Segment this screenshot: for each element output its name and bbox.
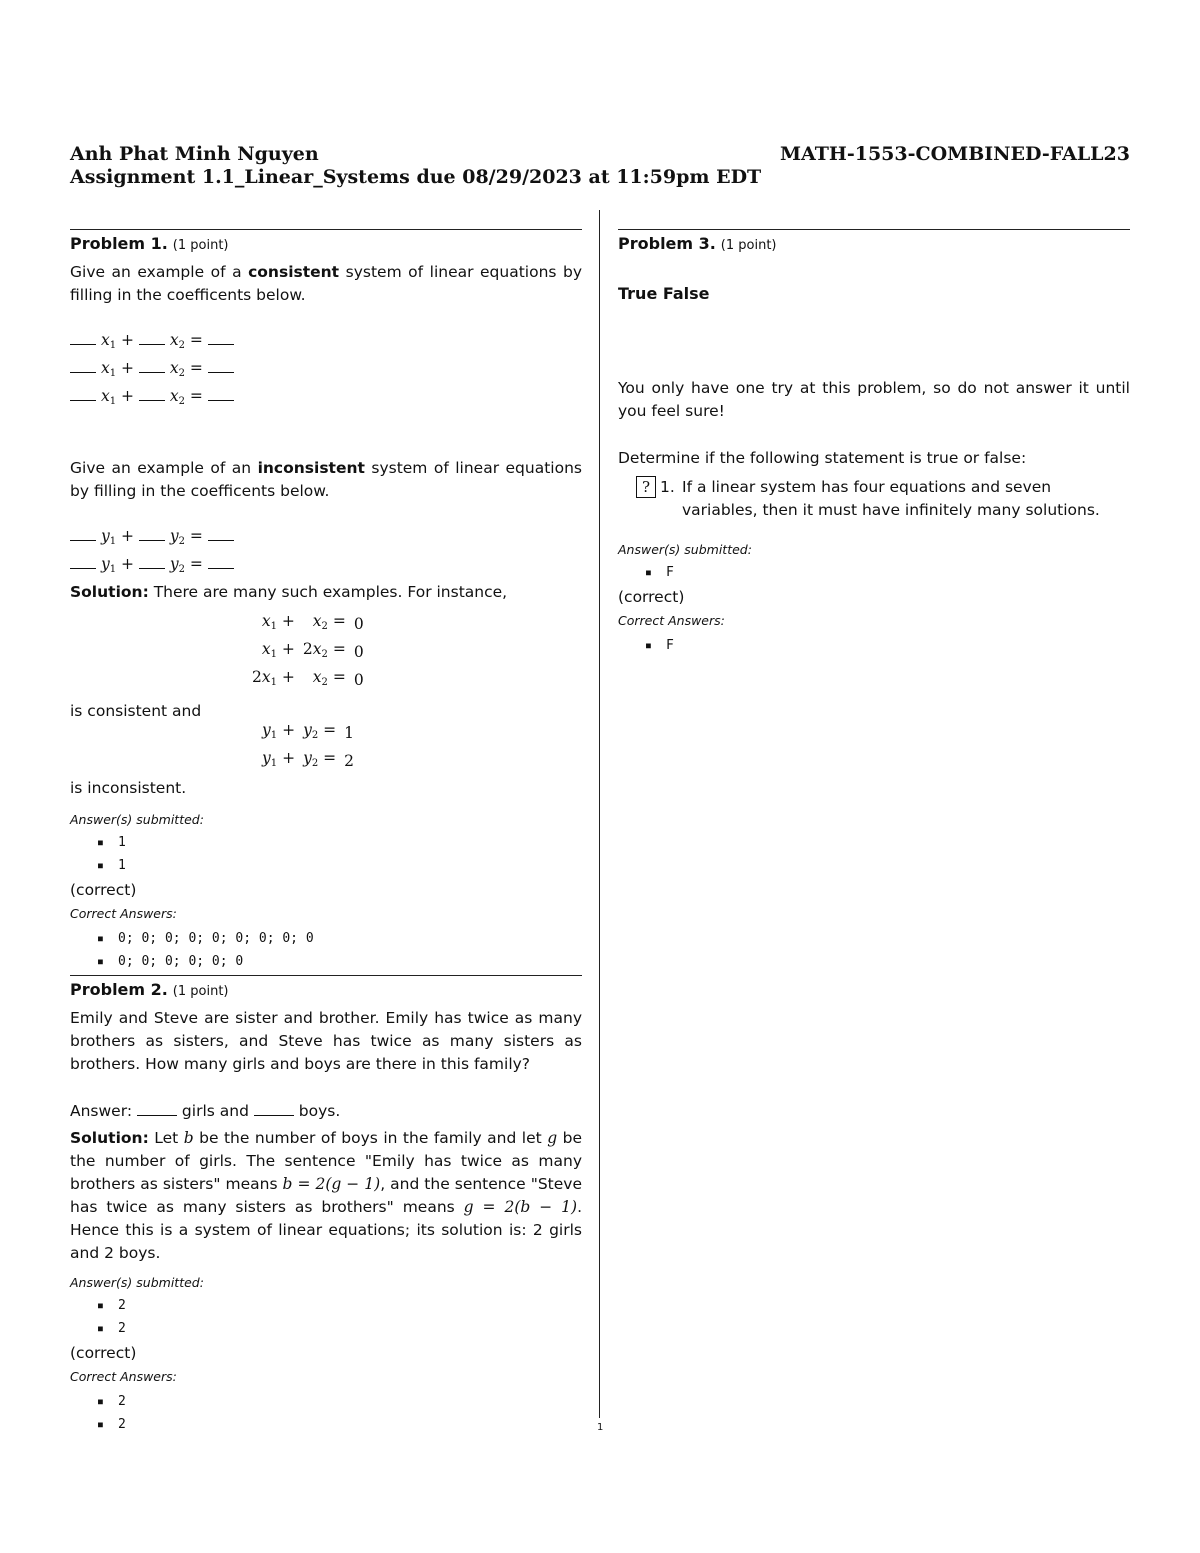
equation-row: $y_1$ + $y_2$ = 1 <box>262 721 354 742</box>
coef-input[interactable] <box>70 330 96 345</box>
problem2-prompt: Emily and Steve are sister and brother. Emily has twice as many brothers as sisters, and Steve has twice as many sisters as brothers. How many girls and boys are there in this family? <box>70 1009 582 1073</box>
equation-row: $2x_1$ + $x_2$ = 0 <box>252 668 364 689</box>
coef-input[interactable] <box>70 386 96 401</box>
problem2-rule <box>70 975 582 976</box>
problem2-points: (1 point) <box>172 984 229 999</box>
list-item: ■ 2 <box>118 1317 582 1340</box>
boys-input[interactable] <box>254 1101 294 1116</box>
correct-label: Correct Answers: <box>618 613 725 628</box>
correct-list <box>70 927 582 973</box>
left-column <box>70 229 582 1436</box>
problem3-subtitle: True False <box>618 284 710 303</box>
submitted-label: Answer(s) submitted: <box>618 542 752 557</box>
problem1-prompt-a: Give an example of a consistent system of linear equations by filling in the coefficents below. <box>70 263 582 304</box>
item-number: 1. <box>660 478 675 496</box>
coef-input[interactable] <box>139 386 165 401</box>
list-item: ■ F <box>666 561 1130 584</box>
correct-label: Correct Answers: <box>70 906 177 921</box>
girls-input[interactable] <box>137 1101 177 1116</box>
correct-list <box>70 1390 582 1436</box>
answer-select[interactable]: ? <box>636 476 656 498</box>
blank-row: $y_1 + y_2$ = <box>70 553 582 581</box>
rhs-input[interactable] <box>208 386 234 401</box>
list-item: ■ F <box>666 634 1130 657</box>
submitted-label: Answer(s) submitted: <box>70 1275 204 1290</box>
tf-item <box>618 476 1130 522</box>
assignment-title: Assignment 1.1_Linear_Systems due 08/29/2023 at 11:59pm EDT <box>70 166 762 188</box>
coef-input[interactable] <box>139 554 165 569</box>
coef-input[interactable] <box>139 358 165 373</box>
column-divider <box>599 210 600 1418</box>
tf-statement: If a linear system has four equations and seven variables, then it must have infinitely many solutions. <box>682 478 1100 519</box>
problem2-answer-line: Answer: girls and boys. <box>70 1102 341 1120</box>
problem3-warning: You only have one try at this problem, so do not answer it until you feel sure! <box>618 379 1130 420</box>
blank-row: $x_1 + x_2$ = <box>70 357 582 385</box>
equation-row: $y_1$ + $y_2$ = 2 <box>262 749 354 770</box>
status-text: (correct) <box>618 588 685 606</box>
coef-input[interactable] <box>70 526 96 541</box>
end-text: is inconsistent. <box>70 779 187 797</box>
problem1-solution: Solution: There are many such examples. For instance, <box>70 583 508 601</box>
blank-row: $x_1 + x_2$ = <box>70 385 582 413</box>
equation-row: $x_1$ + $x_2$ = 0 <box>261 612 364 633</box>
submitted-list <box>70 831 582 877</box>
coef-input[interactable] <box>139 330 165 345</box>
list-item: ■ 1 <box>118 831 582 854</box>
problem3-points: (1 point) <box>720 238 777 253</box>
correct-label: Correct Answers: <box>70 1369 177 1384</box>
list-item: ■ 2 <box>118 1413 582 1436</box>
problem2-heading <box>70 978 582 1003</box>
course-code: MATH-1553-COMBINED-FALL23 <box>780 143 1130 165</box>
blank-row: $x_1 + x_2$ = <box>70 329 582 357</box>
problem2-solution: Solution: Let b be the number of boys in the family and let g be the number of girls. The sentence "Emily has twice as many brothers as sisters" means b = 2(g − 1), and the sentence "Steve has twice as many sisters as brothers" means g = 2(b − 1). Hence this is a system of linear equations; its solution is: 2 girls and 2 boys. <box>70 1129 582 1262</box>
blank-row: $y_1 + y_2$ = <box>70 525 582 553</box>
coef-input[interactable] <box>139 526 165 541</box>
problem1-points: (1 point) <box>172 238 229 253</box>
submitted-list <box>70 1294 582 1340</box>
list-item: ■ 0; 0; 0; 0; 0; 0; 0; 0; 0 <box>118 927 582 950</box>
mid-text: is consistent and <box>70 702 202 720</box>
rhs-input[interactable] <box>208 330 234 345</box>
list-item: ■ 0; 0; 0; 0; 0; 0 <box>118 950 582 973</box>
rhs-input[interactable] <box>208 358 234 373</box>
coef-input[interactable] <box>70 358 96 373</box>
problem2-title: Problem 2. <box>70 980 168 999</box>
submitted-list <box>618 561 1130 584</box>
status-text: (correct) <box>70 1344 137 1362</box>
list-item: ■ 1 <box>118 854 582 877</box>
problem3-instruction: Determine if the following statement is true or false: <box>618 449 1027 467</box>
inconsistent-example <box>258 719 358 775</box>
problem1-prompt-b: Give an example of an inconsistent system of linear equations by filling in the coefficents below. <box>70 459 582 500</box>
submitted-label: Answer(s) submitted: <box>70 812 204 827</box>
problem1-heading <box>70 232 582 257</box>
consistent-blank-system <box>70 329 582 413</box>
student-name: Anh Phat Minh Nguyen <box>70 143 319 165</box>
list-item: ■ 2 <box>118 1390 582 1413</box>
problem3-heading <box>618 232 1130 257</box>
list-item: ■ 2 <box>118 1294 582 1317</box>
right-column <box>618 229 1130 657</box>
problem1-title: Problem 1. <box>70 234 168 253</box>
correct-list <box>618 634 1130 657</box>
page-number: 1 <box>597 1422 604 1433</box>
rhs-input[interactable] <box>208 554 234 569</box>
problem3-rule <box>618 229 1130 230</box>
status-text: (correct) <box>70 881 137 899</box>
problem1-rule <box>70 229 582 230</box>
problem3-title: Problem 3. <box>618 234 716 253</box>
inconsistent-blank-system <box>70 525 582 581</box>
consistent-example <box>248 610 368 694</box>
equation-row: $x_1$ + $2x_2$ = 0 <box>261 640 364 661</box>
coef-input[interactable] <box>70 554 96 569</box>
rhs-input[interactable] <box>208 526 234 541</box>
